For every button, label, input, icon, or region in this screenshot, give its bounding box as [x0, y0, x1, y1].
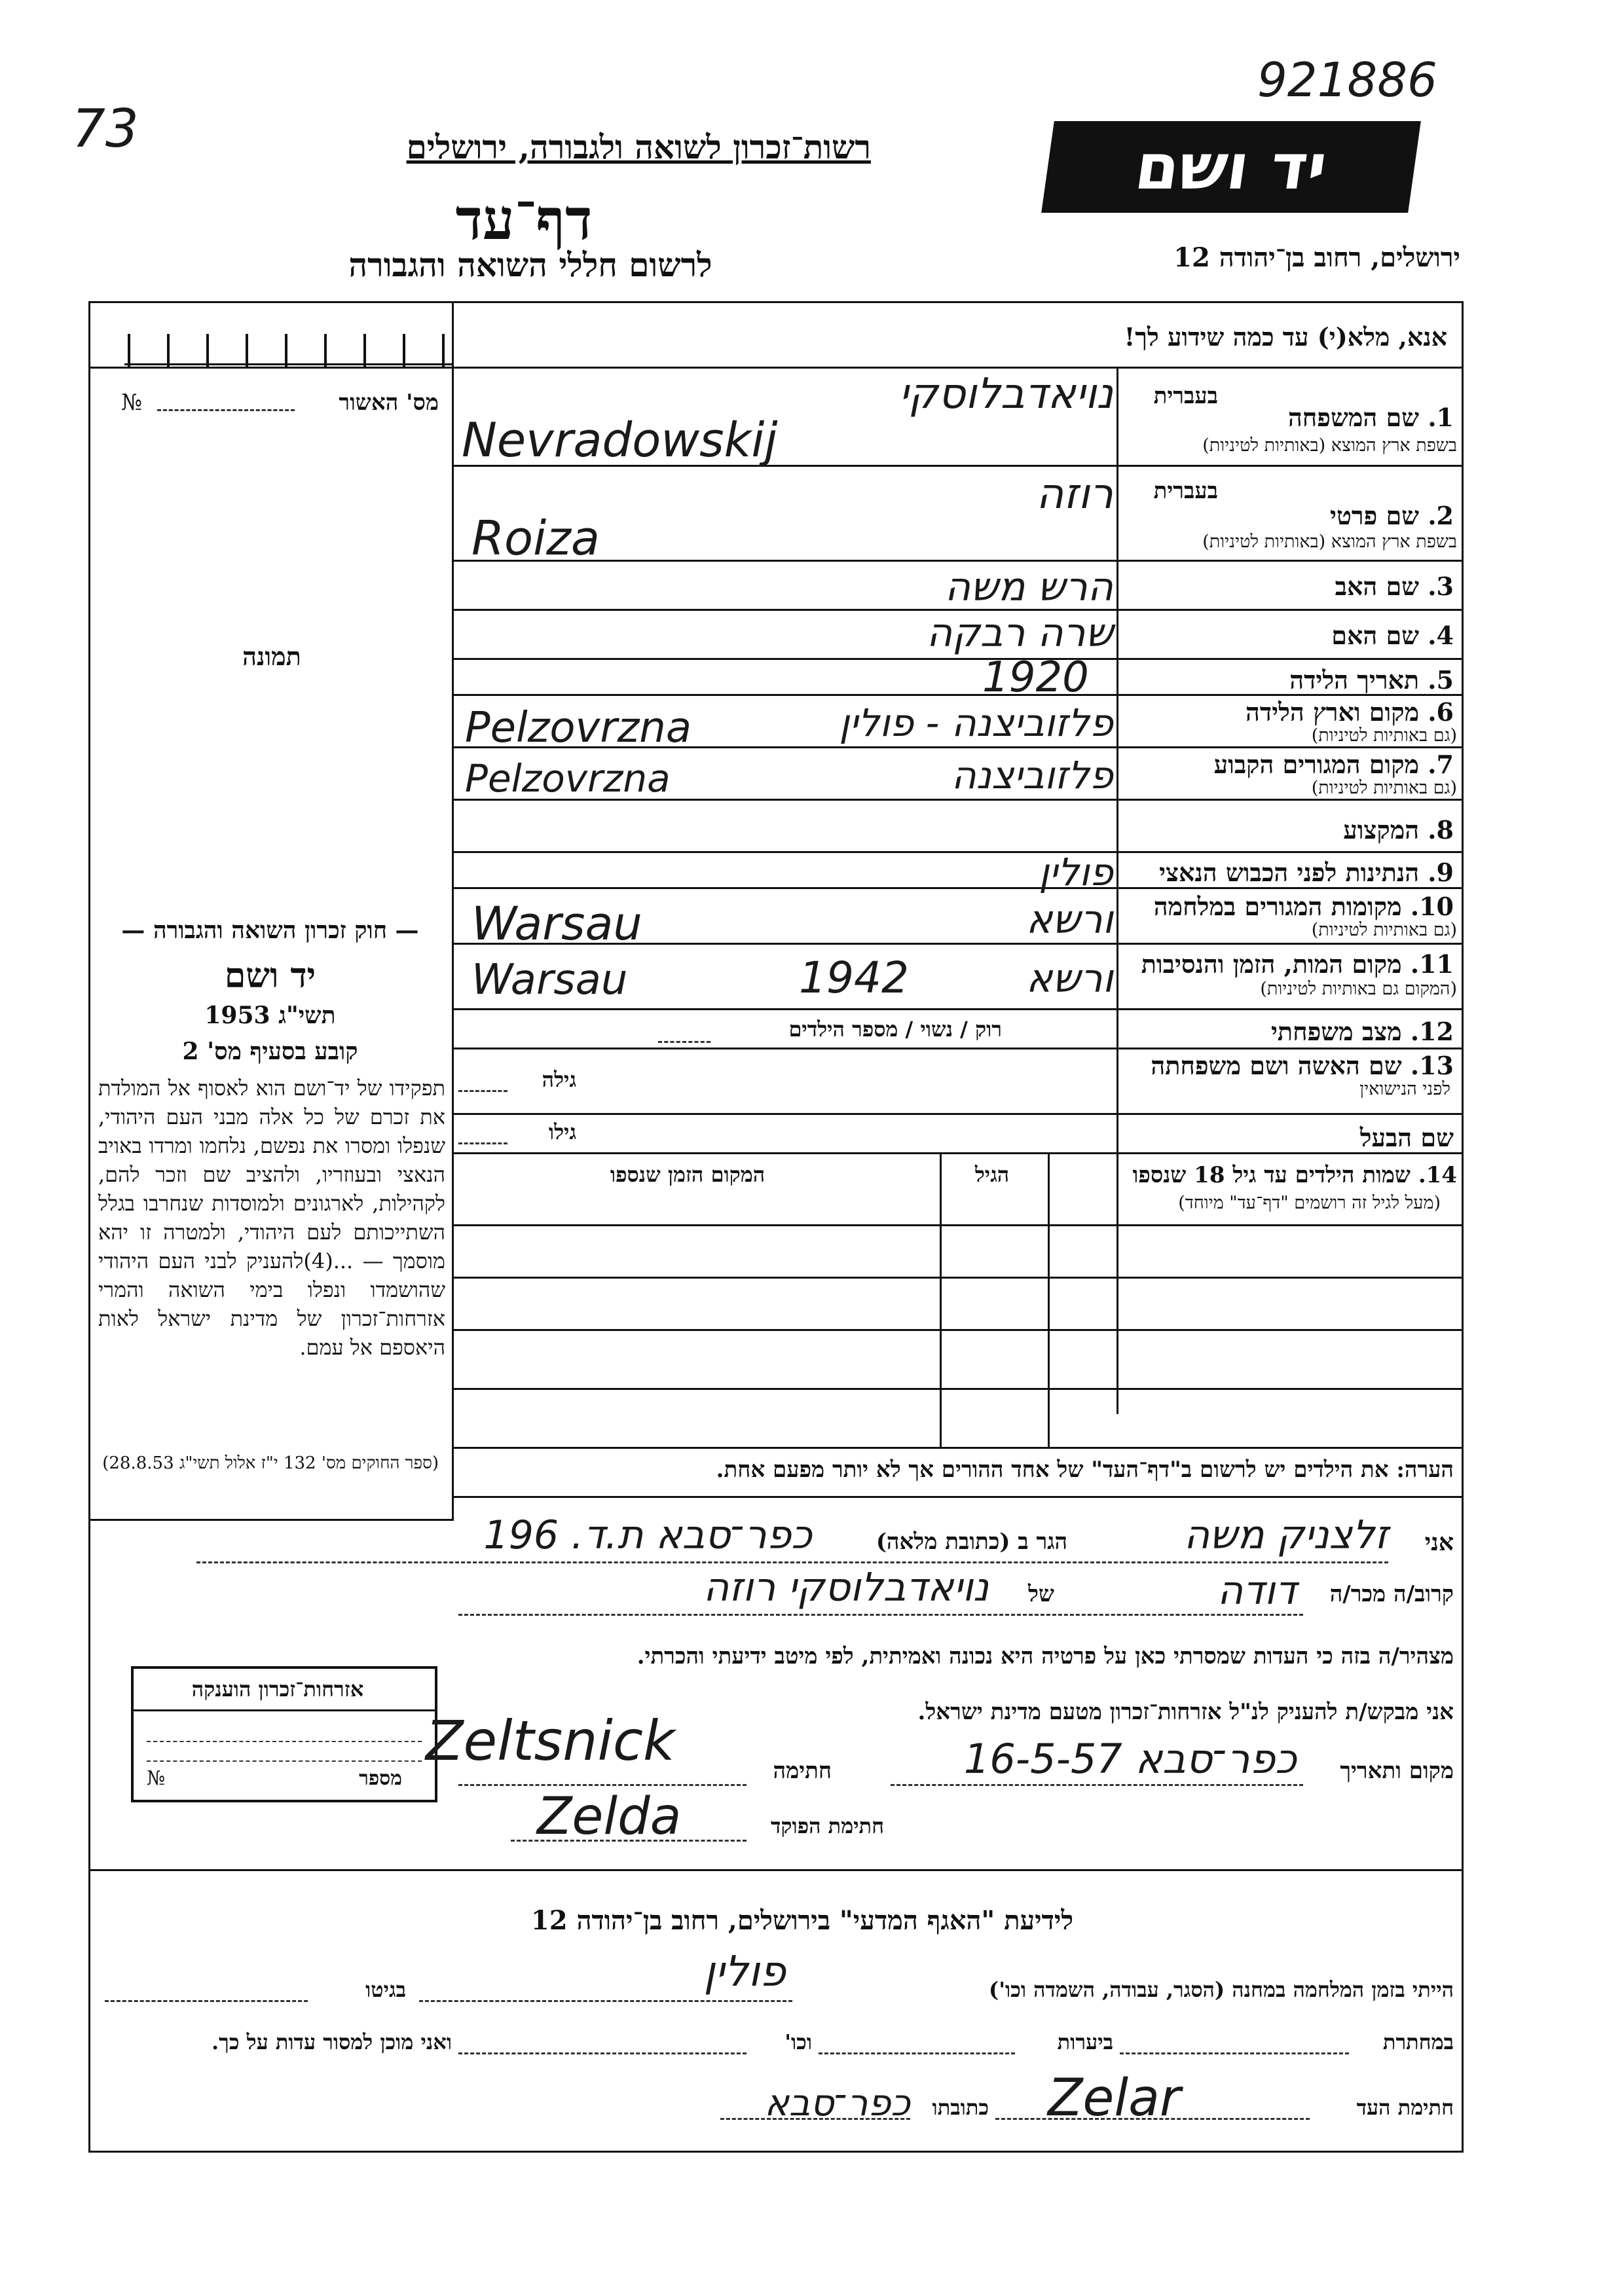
page-corner-number: 73 — [72, 98, 139, 159]
tick-mark — [246, 334, 248, 367]
field-6-latin-value: Pelzovrzna — [465, 704, 692, 752]
field-6-label: 6. מקום וארץ הלידה — [1246, 697, 1454, 727]
archives-line1: הייתי בזמן המלחמה במחנה (הסגר, עבודה, השמדה וכו') — [989, 1977, 1454, 2002]
row-rule — [452, 658, 1464, 660]
citizenship-box-line — [147, 1760, 422, 1762]
field-12-line — [658, 1041, 710, 1043]
declarant-signature: Zeltsnick — [426, 1709, 675, 1773]
field-12-label: 12. מצב משפחתי — [1270, 1017, 1454, 1046]
law-year: תשי"ג 1953 — [204, 1002, 336, 1029]
archives-willing: ואני מוכן למסור עדות על כך. — [211, 2030, 452, 2054]
frame-right — [1462, 301, 1464, 2153]
citizenship-box-title: אזרחות־זכרון הוענקה — [191, 1677, 364, 1702]
authority-name: רשות־זכרון לשואה ולגבורה, ירושלים — [406, 128, 871, 166]
archives-etc: וכו' — [784, 2030, 812, 2054]
husband-age-label: גילו — [548, 1120, 576, 1144]
archives-ghetto-label: בגיטו — [365, 1977, 406, 2002]
field-6-sub: (גם באותיות לטיניות) — [1311, 725, 1457, 746]
officer-signature: Zelda — [537, 1787, 682, 1846]
field-9-value: פולין — [1039, 850, 1113, 894]
photo-label: תמונה — [242, 642, 301, 671]
header-address: ירושלים, רחוב בן־יהודה 12 — [1173, 242, 1460, 273]
declaration-address-value: כפר־סבא ת.ד. 196 — [483, 1512, 812, 1558]
signature-line — [458, 1784, 747, 1786]
law-text: תפקידו של יד־ושם הוא לאסוף אל המולדת את זכרם של כל אלה מבני העם היהודי, שנפלו ומסרו את נפשם, נלחמו ומרדו באויב הנאצי ובעוזריו, ולהציב שם וזכר להם, לקהילות, לארגונים ולמוסדות שנחרבו בגלל השתייכותם לעם היהודי, ולמטרה זו יהא מוסמך — ...(4)להעניק לבני העם היהודי שהושמדו ונפלו בימי השואה והמרי אזרחות־זכרון של מדינת ישראל לאות היאספם אל עמם. — [98, 1076, 446, 1360]
children-sub: (מעל לגיל זה רושמים "דף־עד" מיוחד) — [1178, 1193, 1441, 1213]
archives-ghetto-line — [105, 2000, 308, 2002]
field-12-options: רוק / נשוי / מספר הילדים — [788, 1017, 1002, 1042]
citizenship-box-rule — [134, 1709, 435, 1711]
declaration-statement: מצהיר/ה בזה כי העדות שמסרתי כאן על פרטיה היא נכונה ואמיתית, לפי מיטב ידיעתי והכרתי. — [637, 1643, 1454, 1669]
place-date-line — [891, 1784, 1303, 1786]
witness-signature: Zelar — [1048, 2069, 1181, 2128]
place-date-label: מקום ותאריך — [1340, 1758, 1454, 1784]
declaration-line — [196, 1561, 1388, 1563]
declaration-request: אני מבקש/ת להעניק לנ"ל אזרחות־זכרון מטעם מדינת ישראל. — [917, 1699, 1454, 1725]
field-13-age-line — [458, 1090, 507, 1092]
husband-label: שם הבעל — [1359, 1123, 1454, 1152]
field-2-hebrew-value: רוזה — [1036, 470, 1113, 519]
law-name: יד ושם — [224, 956, 316, 996]
field-13-age-label: גילה — [542, 1067, 576, 1092]
frame-top — [88, 301, 1464, 303]
form-title: דף־עד — [455, 187, 593, 253]
declaration-address-label: הגר ב (כתובת מלאה) — [876, 1529, 1067, 1555]
archives-forests: ביערות — [1057, 2030, 1113, 2054]
field-2-label: 2. שם פרטי — [1329, 501, 1454, 530]
witness-signature-label: חתימת העד — [1356, 2095, 1454, 2120]
witness-address-line — [720, 2118, 910, 2120]
approval-number-line — [157, 409, 295, 411]
field-10-label: 10. מקומות המגורים במלחמה — [1153, 892, 1454, 921]
children-row-rule — [452, 1329, 1464, 1331]
children-col-divider — [1048, 1152, 1050, 1447]
field-3-value: הרש משה — [944, 564, 1113, 610]
form-serial-number: 921886 — [1257, 52, 1437, 107]
signature-label: חתימה — [773, 1758, 832, 1784]
citizenship-box-line — [147, 1741, 422, 1742]
children-row-rule — [452, 1277, 1464, 1279]
row-rule — [452, 1048, 1464, 1049]
archives-underground: במחתרת — [1382, 2030, 1454, 2054]
husband-age-line — [458, 1142, 507, 1144]
citizenship-box — [131, 1666, 437, 1802]
children-label: 14. שמות הילדים עד גיל 18 שנספו — [1132, 1162, 1457, 1188]
field-2-tag: בעברית — [1153, 478, 1218, 504]
field-11-hebrew-value: ורשא — [1026, 956, 1113, 1002]
declaration-ani-label: אני — [1424, 1529, 1454, 1556]
field-1-latin-value: Nevradowskij — [462, 412, 778, 467]
frame-left — [88, 301, 90, 2153]
field-3-label: 3. שם האב — [1335, 572, 1454, 601]
field-1-hebrew-value: נויאדבלוסקי — [898, 370, 1113, 418]
field-7-label: 7. מקום המגורים הקבוע — [1213, 750, 1454, 779]
citizenship-number-label: מספר — [359, 1767, 402, 1790]
field-10-hebrew-value: ורשא — [1026, 897, 1113, 943]
note-rule — [452, 1496, 1464, 1498]
field-11-sub: (המקום גם באותיות לטיניות) — [1260, 979, 1457, 999]
of-label: של — [1028, 1581, 1054, 1607]
archives-rule — [88, 1869, 1464, 1871]
yad-vashem-logo: יד ושם — [1041, 121, 1421, 213]
instructions-rule — [88, 367, 1464, 369]
field-11-year-value: 1942 — [799, 953, 909, 1003]
field-1-sub: בשפת ארץ המוצא (באותיות לטיניות) — [1202, 435, 1457, 456]
tick-mark — [167, 334, 170, 367]
field-4-value: שרה רבקה — [927, 610, 1113, 656]
declaration-ani-value: זלצניק משה — [1183, 1512, 1388, 1558]
archives-line1-rule — [419, 2000, 792, 2002]
field-11-latin-value: Warsau — [471, 956, 628, 1004]
children-col-divider — [940, 1152, 942, 1447]
children-row-rule — [452, 1224, 1464, 1226]
instructions: אנא, מלא(י) עד כמה שידוע לך! — [1124, 322, 1447, 352]
field-7-latin-value: Pelzovrzna — [465, 756, 671, 801]
approval-number-sign: № — [121, 390, 143, 416]
field-5-label: 5. תאריך הלידה — [1289, 665, 1454, 695]
tick-mark — [363, 334, 366, 367]
field-1-tag: בעברית — [1153, 383, 1218, 409]
officer-signature-line — [511, 1840, 747, 1842]
field-8-label: 8. המקצוע — [1343, 815, 1454, 845]
field-4-label: 4. שם האם — [1331, 621, 1454, 650]
tick-mark — [442, 334, 445, 367]
photo-column-divider — [452, 301, 454, 1519]
archives-forests-line — [819, 2052, 1015, 2054]
field-7-sub: (גם באותיות לטיניות) — [1311, 778, 1457, 798]
archives-etc-line — [458, 2052, 747, 2054]
row-rule — [452, 1008, 1464, 1010]
relative-line — [458, 1614, 1303, 1616]
children-row-rule — [452, 1447, 1464, 1449]
field-13-sub: לפני הנישואין — [1359, 1079, 1450, 1099]
row-rule — [452, 560, 1464, 562]
field-5-value: 1920 — [982, 653, 1089, 702]
tick-mark — [206, 334, 209, 367]
field-2-latin-value: Roiza — [471, 511, 600, 566]
archives-line1-value: פולין — [703, 1948, 786, 1996]
children-place-column: המקום הזמן שנספו — [610, 1162, 766, 1187]
approval-number-label: מס' האשור — [339, 390, 439, 416]
archives-underground-line — [1120, 2052, 1349, 2054]
field-13-label: 13. שם האשה ושם משפחתה — [1151, 1051, 1454, 1080]
frame-bottom — [88, 2151, 1464, 2153]
tick-mark — [128, 334, 130, 367]
field-7-hebrew-value: פלזוביצנה — [951, 753, 1113, 797]
relative-value: דודה — [1217, 1568, 1297, 1614]
row-rule — [452, 1113, 1464, 1115]
children-row-rule — [452, 1388, 1464, 1390]
children-note: הערה: את הילדים יש לרשום ב"דף־העד" של אחד ההורים אך לא יותר מפעם אחת. — [716, 1457, 1454, 1483]
place-date-value: כפר־סבא 16-5-57 — [963, 1735, 1297, 1783]
form-subtitle: לרשום חללי השואה והגבורה — [348, 246, 712, 284]
law-title: — חוק זכרון השואה והגבורה — — [121, 917, 419, 944]
tick-mark — [324, 334, 327, 367]
field-9-label: 9. הנתינות לפני הכבוש הנאצי — [1159, 858, 1454, 887]
witness-signature-line — [995, 2118, 1310, 2120]
field-1-label: 1. שם המשפחה — [1287, 403, 1454, 432]
of-value: נויאדבלוסקי רוזה — [703, 1565, 989, 1611]
law-source: (ספר החוקים מס' 132 י"ז אלול תשי"ג 28.8.53) — [102, 1453, 439, 1473]
field-2-sub: בשפת ארץ המוצא (באותיות לטיניות) — [1202, 532, 1457, 552]
relative-label: קרוב/ה מכר/ה — [1329, 1581, 1454, 1607]
officer-signature-label: חתימת הפוקד — [771, 1813, 884, 1838]
witness-address-value: כפר־סבא — [764, 2082, 910, 2124]
witness-address-label: כתובתו — [932, 2095, 989, 2120]
tick-mark — [403, 334, 405, 367]
field-10-latin-value: Warsau — [471, 897, 642, 951]
field-11-label: 11. מקום המות, הזמן והנסיבות — [1141, 949, 1454, 979]
label-column-divider — [1116, 367, 1118, 1414]
field-10-sub: (גם באותיות לטיניות) — [1311, 920, 1457, 940]
tick-mark — [285, 334, 287, 367]
field-6-hebrew-value: פלזוביצנה - פולין — [839, 701, 1113, 745]
law-clause: קובע בסעיף מס' 2 — [182, 1038, 358, 1065]
archives-title: לידיעת "האגף המדעי" בירושלים, רחוב בן־יהודה 12 — [530, 1905, 1074, 1936]
children-age-column: הגיל — [974, 1162, 1010, 1187]
citizenship-number-sign: № — [147, 1767, 166, 1790]
